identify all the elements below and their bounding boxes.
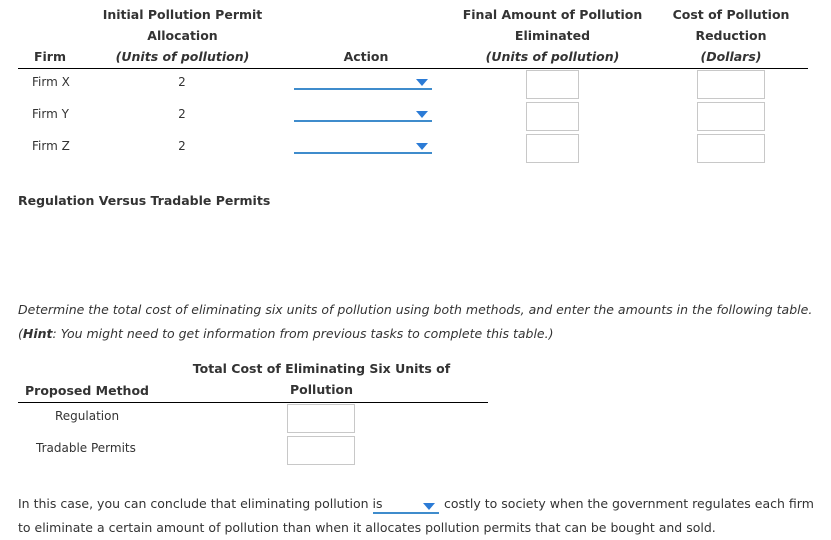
- firm-y-eliminated-input[interactable]: [526, 102, 579, 131]
- firm-z-action-dropdown[interactable]: [294, 134, 432, 154]
- tradable-permits-total-cost-input[interactable]: [287, 436, 355, 465]
- dropdown-arrow-icon: [416, 111, 428, 118]
- header-proposed-method: Proposed Method: [25, 383, 149, 398]
- firm-z-cost-input[interactable]: [697, 134, 765, 163]
- header-total-cost: Total Cost of Eliminating Six Units of Pollution: [192, 361, 451, 397]
- conclusion-after-text: costly to society when the government regulates each firm: [444, 496, 814, 511]
- header-action: Action: [343, 49, 389, 64]
- dropdown-arrow-icon: [416, 143, 428, 150]
- row-firm-x-allocation: 2: [178, 75, 186, 89]
- firm-x-cost-input[interactable]: [697, 70, 765, 99]
- firm-z-eliminated-input[interactable]: [526, 134, 579, 163]
- section-title: Regulation Versus Tradable Permits: [18, 193, 271, 208]
- header-final-eliminated: Final Amount of Pollution Eliminated (Units of pollution): [462, 7, 643, 64]
- row-firm-z-label: Firm Z: [32, 139, 70, 153]
- header-cost-reduction: Cost of Pollution Reduction (Dollars): [672, 7, 790, 64]
- hint-text: (Hint: You might need to get information from previous tasks to complete this table.): [18, 326, 554, 341]
- conclusion-before-text: In this case, you can conclude that eliminating pollution is: [18, 496, 383, 511]
- firm-x-eliminated-input[interactable]: [526, 70, 579, 99]
- dropdown-arrow-icon: [416, 79, 428, 86]
- row-firm-x-label: Firm X: [32, 75, 70, 89]
- row-firm-z-allocation: 2: [178, 139, 186, 153]
- table1-header-rule: [18, 68, 808, 69]
- firm-y-action-dropdown[interactable]: [294, 102, 432, 122]
- header-firm: Firm: [33, 49, 66, 64]
- conclusion-dropdown[interactable]: [373, 494, 439, 514]
- regulation-total-cost-input[interactable]: [287, 404, 355, 433]
- table2-header-rule: [18, 402, 488, 403]
- row-firm-y-label: Firm Y: [32, 107, 69, 121]
- instructions-text: Determine the total cost of eliminating six units of pollution using both methods, and enter the amounts in the following table.: [18, 302, 813, 317]
- dropdown-arrow-icon: [423, 503, 435, 510]
- row-firm-y-allocation: 2: [178, 107, 186, 121]
- conclusion-line2-text: to eliminate a certain amount of pollution than when it allocates pollution permits that can be bought and sold.: [18, 520, 716, 535]
- firm-y-cost-input[interactable]: [697, 102, 765, 131]
- firm-x-action-dropdown[interactable]: [294, 70, 432, 90]
- method-tradable-permits-label: Tradable Permits: [36, 441, 136, 455]
- hint-label: Hint: [22, 326, 53, 341]
- header-initial-allocation: Initial Pollution Permit Allocation (Units of pollution): [102, 7, 263, 64]
- method-regulation-label: Regulation: [55, 409, 120, 423]
